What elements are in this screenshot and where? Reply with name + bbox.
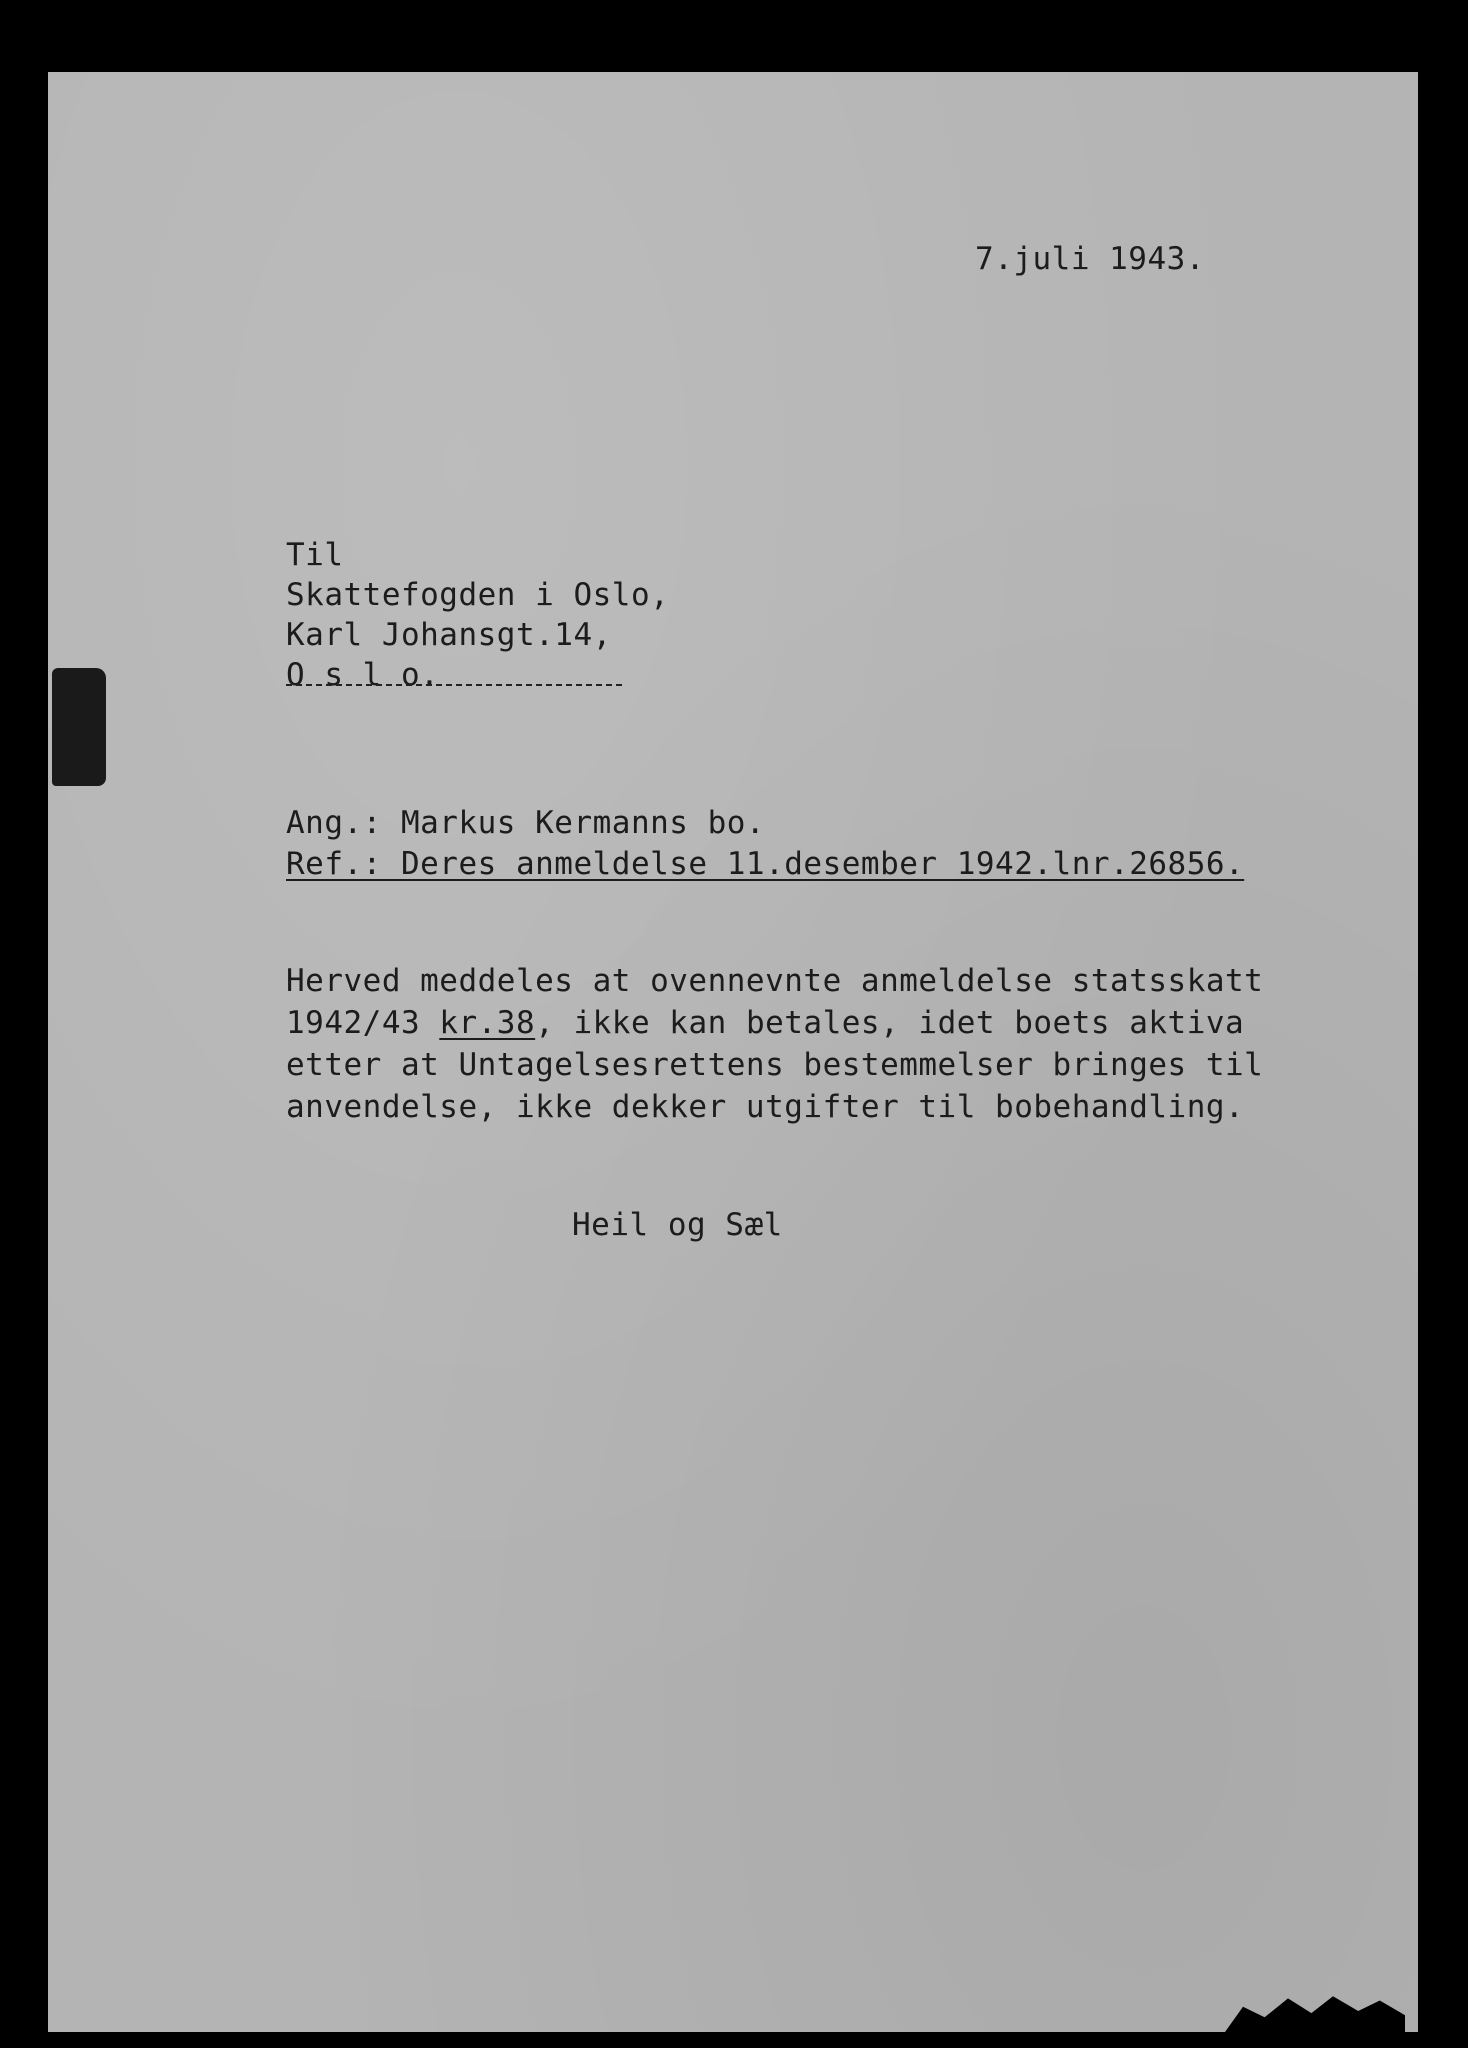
letter-date: 7.juli 1943. bbox=[975, 241, 1205, 277]
body-line-2 bbox=[286, 1005, 1245, 1041]
closing-greeting: Heil og Sæl bbox=[572, 1207, 783, 1243]
binding-hole-mark bbox=[52, 668, 106, 786]
body-line-2-prefix: 1942/43 bbox=[286, 1005, 440, 1041]
recipient-name: Skattefogden i Oslo, bbox=[286, 577, 670, 613]
body-amount: kr.38 bbox=[439, 1005, 536, 1041]
recipient-address: Karl Johansgt.14, bbox=[286, 617, 612, 653]
body-line-1: Herved meddeles at ovennevnte anmeldelse statsskatt bbox=[286, 963, 1264, 999]
city-underline bbox=[286, 684, 622, 686]
body-line-4: anvendelse, ikke dekker utgifter til bobehandling. bbox=[286, 1089, 1245, 1125]
subject-line: Ang.: Markus Kermanns bo. bbox=[286, 805, 766, 841]
body-line-2-rest: , ikke kan betales, idet boets aktiva bbox=[535, 1005, 1245, 1041]
reference-line: Ref.: Deres anmeldelse 11.desember 1942.lnr.26856. bbox=[286, 846, 1245, 882]
recipient-to: Til bbox=[286, 537, 344, 573]
recipient-city: O s l o. bbox=[286, 657, 440, 693]
body-line-3: etter at Untagelsesrettens bestemmelser bringes til bbox=[286, 1047, 1264, 1083]
